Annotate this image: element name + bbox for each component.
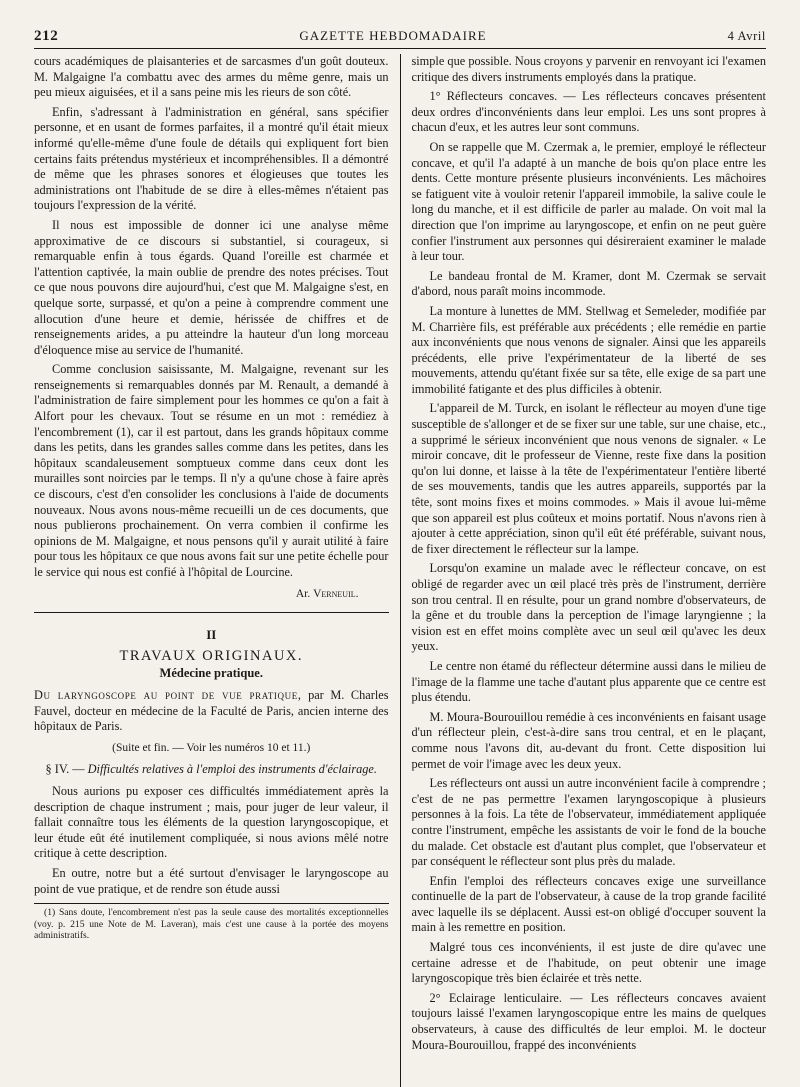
article-title-lead: Du laryngoscope au point de vue pratique,	[34, 687, 302, 702]
section-separator	[34, 612, 389, 613]
header-rule	[34, 48, 766, 49]
author-signature	[34, 587, 359, 603]
article-title-rest: par M. Charles Fauvel, docteur en médecine de la Faculté de Paris, ancien interne des hôpitaux de Paris.	[34, 687, 389, 734]
continuation-note: (Suite et fin. — Voir les numéros 10 et 11.)	[112, 741, 311, 754]
journal-title: GAZETTE HEBDOMADAIRE	[299, 28, 487, 43]
left-column	[34, 54, 389, 1087]
section-subheading: Médecine pratique.	[159, 666, 263, 681]
paragraph: Lorsqu'on examine un malade avec le réflecteur concave, on est obligé de regarder avec un œil placé très près de l'instrument, derrière son trou central. Il en résulte, pour un grand nombre d'observateurs, de la gêne et du trouble dans la perception de l'image laryngienne ; la vision est en effet moins complète avec un seul œil qu'avec les deux yeux.	[411, 561, 766, 654]
paragraph: Enfin, s'adressant à l'administration en général, sans spécifier personne, et en usant de formes parfaites, il a montré qu'il était mieux informé qu'elle-même d'une foule de détails qui expliquent fort bien certains faits prétendus mystérieux et incompréhensibles. Il a démontré de même que les phrases sonores et élogieuses que toutes les administrations ont l'habitude de se dire à elles-mêmes n'étaient pas toujours l'expression de la vérité.	[34, 104, 389, 213]
paragraph: Le centre non étamé du réflecteur détermine aussi dans le milieu de l'image de la flamme une tache d'autant plus apparente que ce centre est plus étendu.	[411, 658, 766, 705]
paragraph: Comme conclusion saisissante, M. Malgaigne, revenant sur les renseignements si remarquables donnés par M. Renault, a demandé à l'administration de faire simplement pour les hommes ce qu'on a fait à Alfort pour les chevaux. Tout se résume en un mot : remédiez à l'encombrement (1), car il est partout, dans les grands hôpitaux comme dans les petits, dans les grandes salles comme dans les petites, dans les hôpitaux scandaleusement somptueux comme dans ceux dont les murailles sont noircies par le temps. Il n'y a qu'une chose à faire après ce discours, c'est d'en consolider les conclusions à l'aide de documents nouveaux. Nous avons nous-même recueilli un de ces documents, que nous publierons prochainement. On verra combien il confirme les opinions de M. Malgaigne, et nous pensons qu'il y aurait utilité à faire pour tous les hôpitaux ce que nous avons fait sur une petite échelle pour le service qui nous est confié à l'hôpital de Lourcine.	[34, 362, 389, 579]
paragraph: Enfin l'emploi des réflecteurs concaves exige une surveillance continuelle de la part de l'observateur, à cause de la trop grande facilité avec laquelle ils se déplacent. Aussi est-on obligé d'occuper souvent la main à les remettre en position.	[411, 873, 766, 935]
section-heading: TRAVAUX ORIGINAUX.	[119, 647, 304, 664]
paragraph: Nous aurions pu exposer ces difficultés immédiatement après la description de chaque instrument ; mais, pour juger de leur valeur, il fallait connaître tous les éléments de la question laryngoscopique, et leur étude eût été inutilement compliquée, si nous avions mêlé notre critique à cette description.	[34, 783, 389, 861]
paragraph: 2° Eclairage lenticulaire. — Les réflecteurs concaves avaient toujours laissé l'examen laryngoscopique entre les mains de quelques observateurs, à cause des difficultés de leur emploi. M. le docteur Moura-Bourouillou, frappé des inconvénients	[411, 990, 766, 1052]
paragraph: cours académiques de plaisanteries et de sarcasmes d'un goût douteux. M. Malgaigne l'a combattu avec des armes du même genre, mais un peu mieux aiguisées, et il a sans peine mis les rieurs de son côté.	[34, 54, 389, 100]
paragraph: M. Moura-Bourouillou remédie à ces inconvénients en faisant usage d'un réflecteur plein, c'est-à-dire sans trou central, et en le plaçant, comme nous l'avons dit, au-devant du front. Cette disposition lui permet de voir l'image avec les deux yeux.	[411, 709, 766, 771]
page-number: 212	[34, 28, 59, 44]
paragraph-heading-text: Difficultés relatives à l'emploi des instruments d'éclairage.	[87, 762, 377, 777]
right-column	[411, 54, 766, 1087]
paragraph-heading-number: § IV. —	[45, 762, 85, 777]
article-title	[34, 688, 389, 735]
paragraph: Le bandeau frontal de M. Kramer, dont M. Czermak se servait d'abord, nous paraît moins incommode.	[411, 268, 766, 299]
paragraph: 1° Réflecteurs concaves. — Les réflecteurs concaves présentent deux ordres d'inconvénients dans leur emploi. Les uns sont propres à chacun d'eux, et les autres leur sont communs.	[411, 89, 766, 135]
section-number: II	[206, 627, 217, 643]
page-header	[34, 28, 766, 48]
footnote-text: (1) Sans doute, l'encombrement n'est pas la seule cause des mortalités exceptionnelles (voy. p. 215 une Note de M. Laveran), mais c'est une cause à la portée des moyens administratifs.	[34, 907, 389, 942]
paragraph: Malgré tous ces inconvénients, il est juste de dire qu'avec une certaine adresse et de l'habitude, on peut obtenir une image laryngoscopique très bien éclairée et très nette.	[411, 940, 766, 986]
paragraph: La monture à lunettes de MM. Stellwag et Semeleder, modifiée par M. Charrière fils, est préférable aux précédents ; elle remédie en partie aux inconvénients que nous venons de signaler. Ainsi que les appareils précédents, elle prive l'expérimentateur de la liberté de ses mouvements, attendu qu'étant fixée sur sa tête, elle exige de sa part une immobilité fatigante et des plus difficiles à obtenir.	[411, 303, 766, 396]
two-column-body	[34, 54, 766, 1087]
footnote	[34, 903, 389, 942]
column-divider	[400, 54, 401, 1087]
paragraph: simple que possible. Nous croyons y parvenir en renvoyant ici l'examen critique des divers instruments employés dans la pratique.	[411, 54, 766, 84]
paragraph: Les réflecteurs ont aussi un autre inconvénient facile à comprendre ; c'est de ne pas permettre l'examen laryngoscopique à plusieurs personnes à la fois. La tête de l'observateur, immédiatement appliquée contre l'instrument, empêche les assistants de voir le fond de la bouche du malade. Cet obstacle est d'autant plus complet, que l'observateur et par conséquent le réflecteur sont plus près du malade.	[411, 776, 766, 869]
paragraph: On se rappelle que M. Czermak a, le premier, employé le réflecteur concave, et qu'il l'a adapté à un manche de bois qu'on place entre les dents. Cette monture présente plusieurs inconvénients. Les mâchoires se fatiguent vite à vouloir retenir l'appareil immobile, la salive coule le long du manche, et il est difficile de parler au malade. On voit mal la direction que l'on imprime au laryngoscope, et enfin on ne peut guère confier l'instrument aux personnes qui désireraient examiner le malade à leur tour.	[411, 139, 766, 264]
paragraph-heading	[34, 762, 389, 778]
signature-name: Verneuil.	[313, 587, 359, 600]
paragraph: En outre, notre but a été surtout d'envisager le laryngoscope au point de vue pratique, et de rendre son étude aussi	[34, 865, 389, 896]
paragraph: L'appareil de M. Turck, en isolant le réflecteur au moyen d'une tige susceptible de s'allonger et de se fixer sur une table, sur une chaise, etc., a supprimé le sérieux inconvénient que nous venons de signaler. « Le miroir concave, dit le professeur de Vienne, reste fixe dans la position qu'on lui donne, et laisse à la tête de l'expérimentateur l'entière liberté de ses mouvements, tandis que les autres appareils, supportés par la tête, sont moins fixes et moins commodes. » Mais il avoue lui-même que son appareil est plus coûteux et moins portatif. Nous n'avons rien à ajouter à cette appréciation, sinon qu'il eût été préférable, suivant nous, de fixer directement le réflecteur sur la lampe.	[411, 401, 766, 556]
paragraph: Il nous est impossible de donner ici une analyse même approximative de ce discours si substantiel, si courageux, si remarquable enfin à tous égards. Quand l'oreille est charmée et l'attention captivée, la main oublie de prendre des notes précises. Tout ce que nous pouvons dire aujourd'hui, c'est que M. Malgaigne s'est, en quelque sorte, surpassé, et qu'on a peine à comprendre comment une allocution d'une heure et demie, hérissée de chiffres et de renseignements arides, a pu atteindre la hauteur d'un long morceau d'éloquence mise au service de l'humanité.	[34, 217, 389, 357]
signature-prefix: Ar.	[295, 587, 311, 600]
issue-date: 4 Avril	[727, 29, 766, 43]
